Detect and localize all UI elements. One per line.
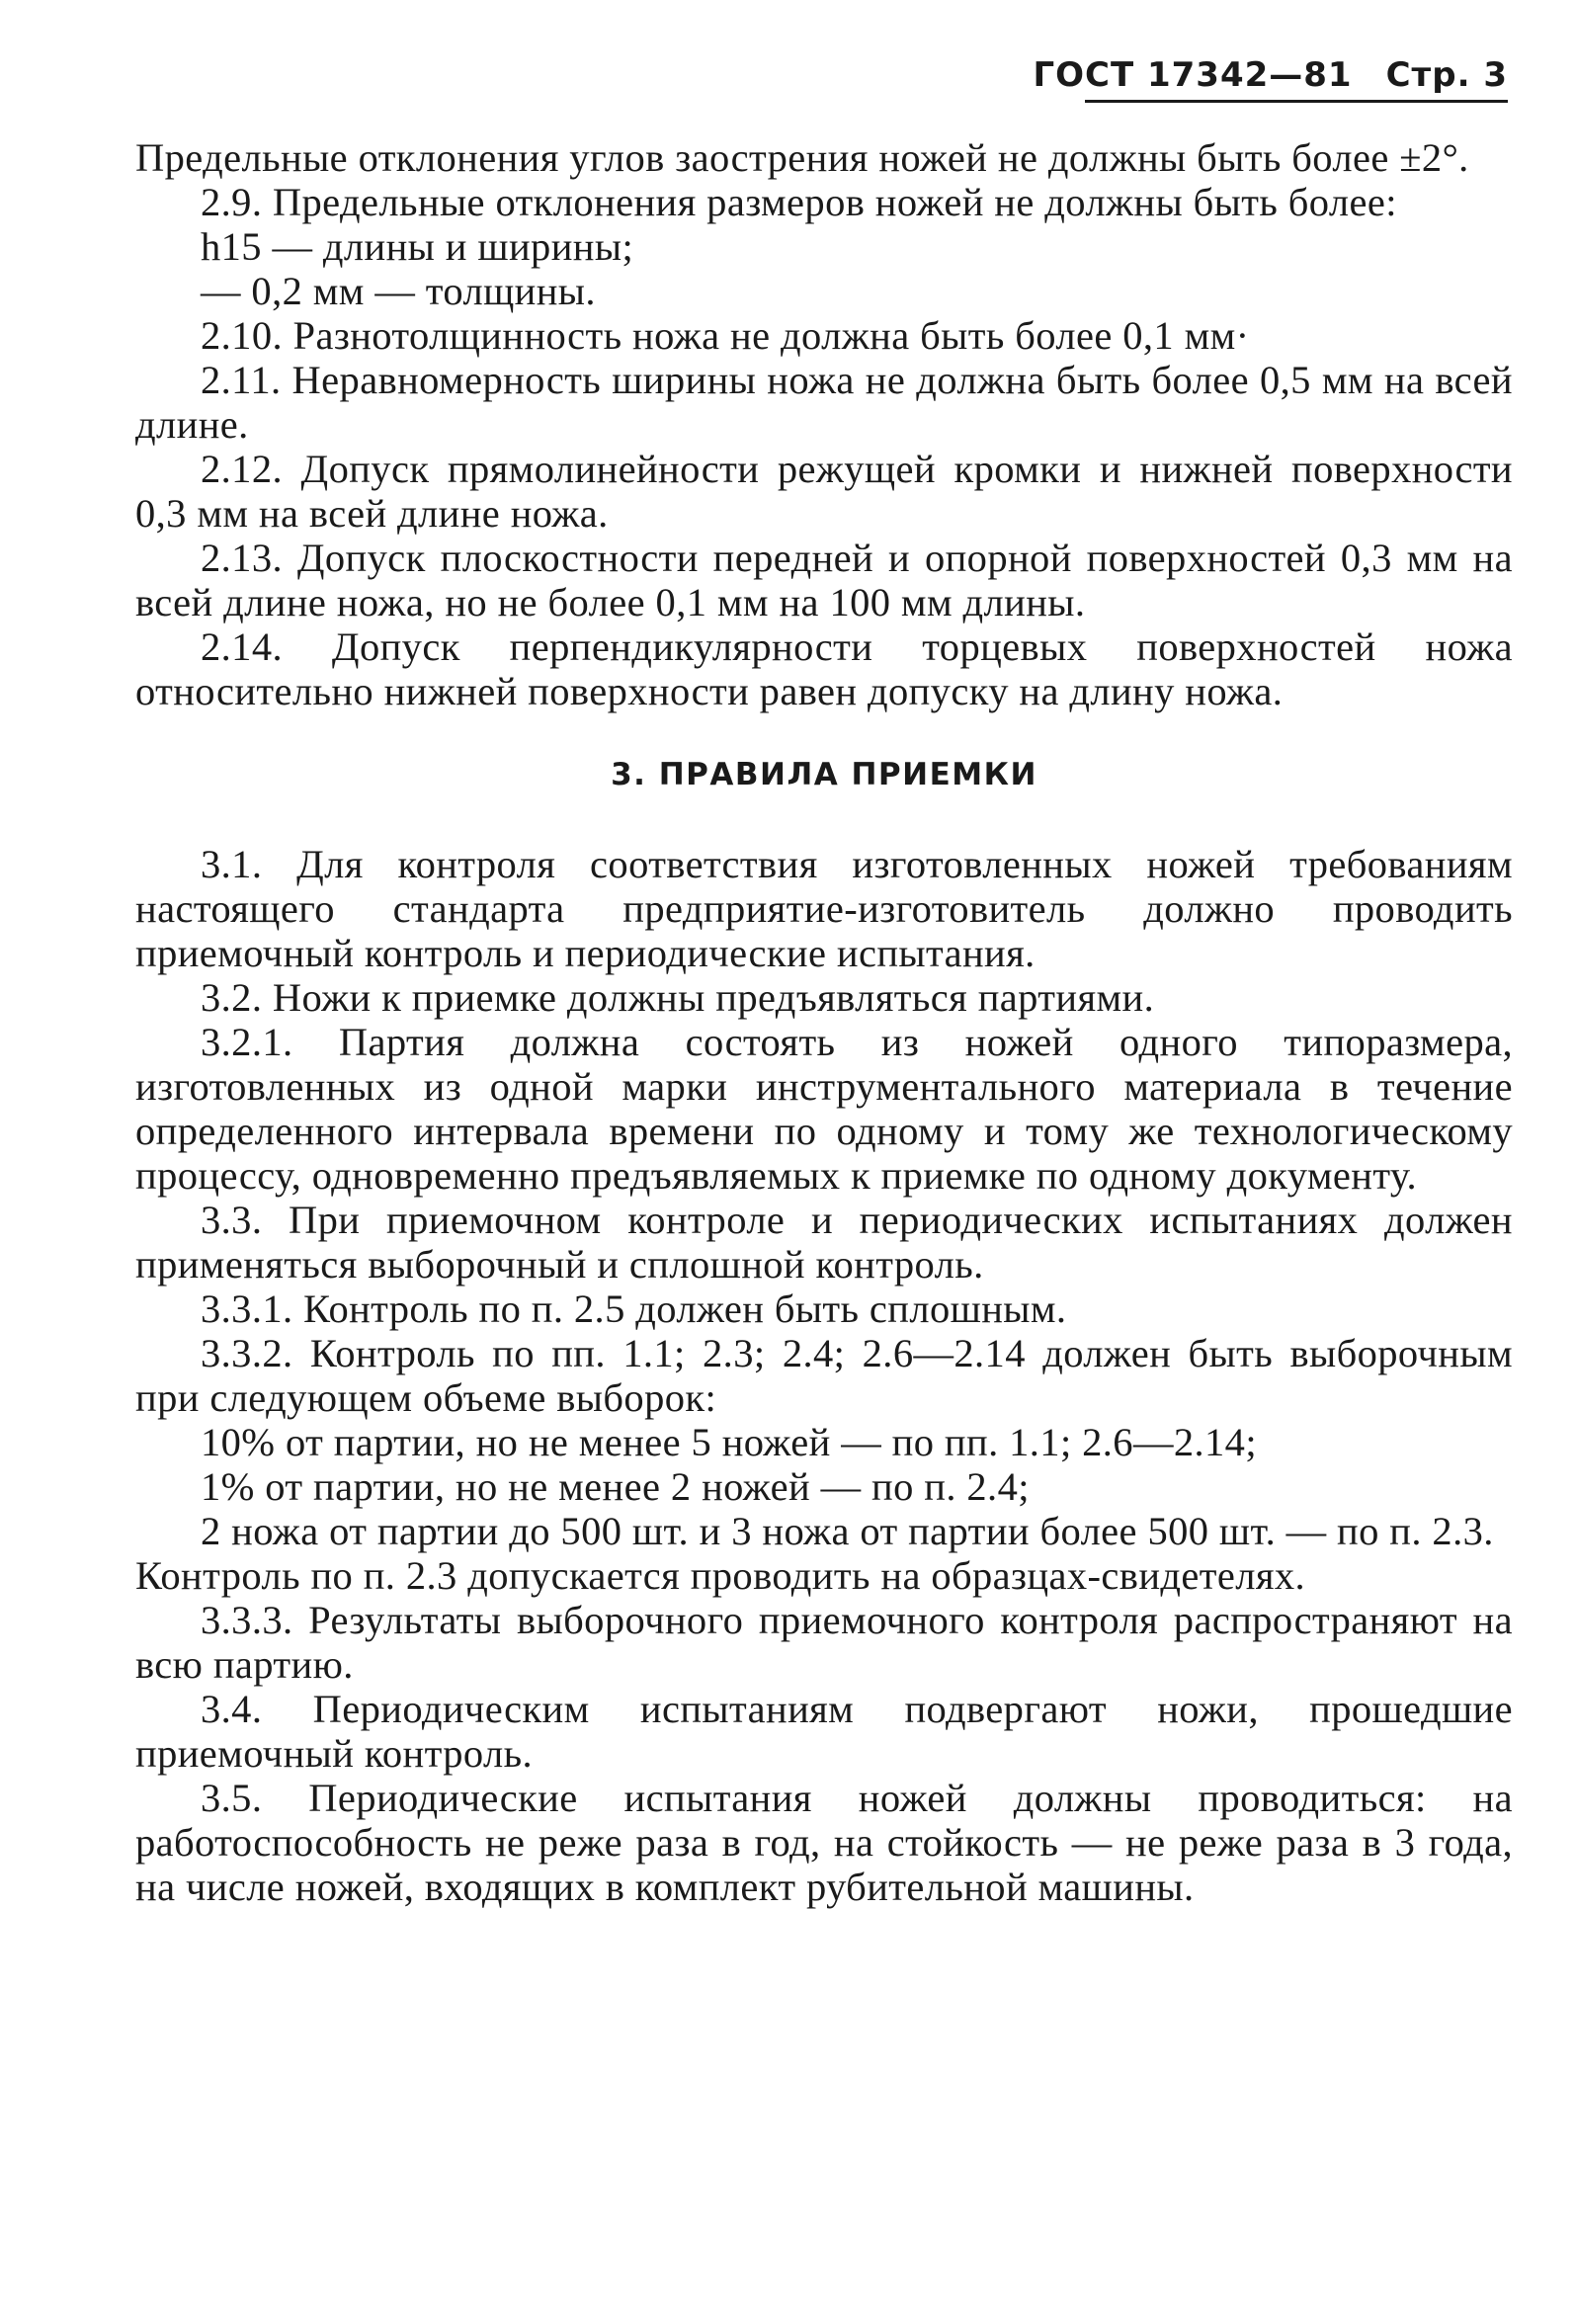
paragraph: 2.14. Допуск перпендикулярности торцевых поверхностей ножа относительно нижней поверхности равен допуску на длину ножа. (135, 624, 1513, 713)
paragraph: 3.3.1. Контроль по п. 2.5 должен быть сплошным. (201, 1286, 1067, 1331)
paragraph: 2.11. Неравномерность ширины ножа не должна быть более 0,5 мм на всей длине. (135, 358, 1513, 447)
spacer (135, 797, 1513, 842)
paragraph: 3.3.2. Контроль по пп. 1.1; 2.3; 2.4; 2.6—2.14 должен быть выборочным при следующем объеме выборок: (135, 1331, 1513, 1420)
paragraph: 2.13. Допуск плоскостности передней и опорной поверхностей 0,3 мм на всей длине ножа, но не более 0,1 мм на 100 мм длины. (135, 536, 1513, 624)
paragraph: 2.10. Разнотолщинность ножа не должна быть более 0,1 мм· (201, 313, 1250, 358)
spacer (135, 713, 1513, 753)
standard-number: ГОСТ 17342—81 (1033, 55, 1353, 95)
paragraph: 2.9. Предельные отклонения размеров ножей не должны быть более: (201, 180, 1397, 224)
paragraph: 2.12. Допуск прямолинейности режущей кромки и нижней поверхности 0,3 мм на всей длине ножа. (135, 447, 1513, 536)
paragraph: 3.5. Периодические испытания ножей должны проводиться: на работоспособность не реже раза в год, на стойкость — не реже раза в 3 года, на числе ножей, входящих в комплект рубительной машины. (135, 1776, 1513, 1909)
paragraph: 3.3. При приемочном контроле и периодических испытаниях должен применяться выборочный и сплошной контроль. (135, 1198, 1513, 1286)
page-number: Стр. 3 (1385, 55, 1508, 95)
paragraph: 3.2. Ножи к приемке должны предъявляться партиями. (201, 975, 1155, 1020)
paragraph: Контроль по п. 2.3 допускается проводить на образцах-свидетелях. (135, 1553, 1306, 1598)
paragraph: 3.3.3. Результаты выборочного приемочного контроля распространяют на всю партию. (135, 1598, 1513, 1687)
paragraph: 3.1. Для контроля соответствия изготовленных ножей требованиям настоящего стандарта предприятие-изготовитель должно проводить приемочный контроль и периодические испытания. (135, 842, 1513, 975)
paragraph: 3.4. Периодическим испытаниям подвергают ножи, прошедшие приемочный контроль. (135, 1687, 1513, 1776)
header-rule (1085, 100, 1508, 103)
paragraph: 10% от партии, но не менее 5 ножей — по пп. 1.1; 2.6—2.14; (201, 1420, 1257, 1464)
paragraph: 1% от партии, но не менее 2 ножей — по п. 2.4; (201, 1464, 1030, 1509)
page-body (135, 135, 1513, 1909)
paragraph: h15 — длины и ширины; (201, 224, 634, 269)
paragraph: Предельные отклонения углов заострения ножей не должны быть более ±2°. (135, 135, 1469, 180)
paragraph: 2 ножа от партии до 500 шт. и 3 ножа от партии более 500 шт. — по п. 2.3. (201, 1509, 1494, 1553)
page-header (1033, 45, 1508, 105)
paragraph: — 0,2 мм — толщины. (201, 269, 596, 313)
paragraph: 3.2.1. Партия должна состоять из ножей одного типоразмера, изготовленных из одной марки инструментального материала в течение определенного интервала времени по одному и тому же технологическому процессу, одновременно предъявляемых к приемке по одному документу. (135, 1020, 1513, 1198)
section-heading: 3. ПРАВИЛА ПРИЕМКИ (611, 757, 1037, 792)
